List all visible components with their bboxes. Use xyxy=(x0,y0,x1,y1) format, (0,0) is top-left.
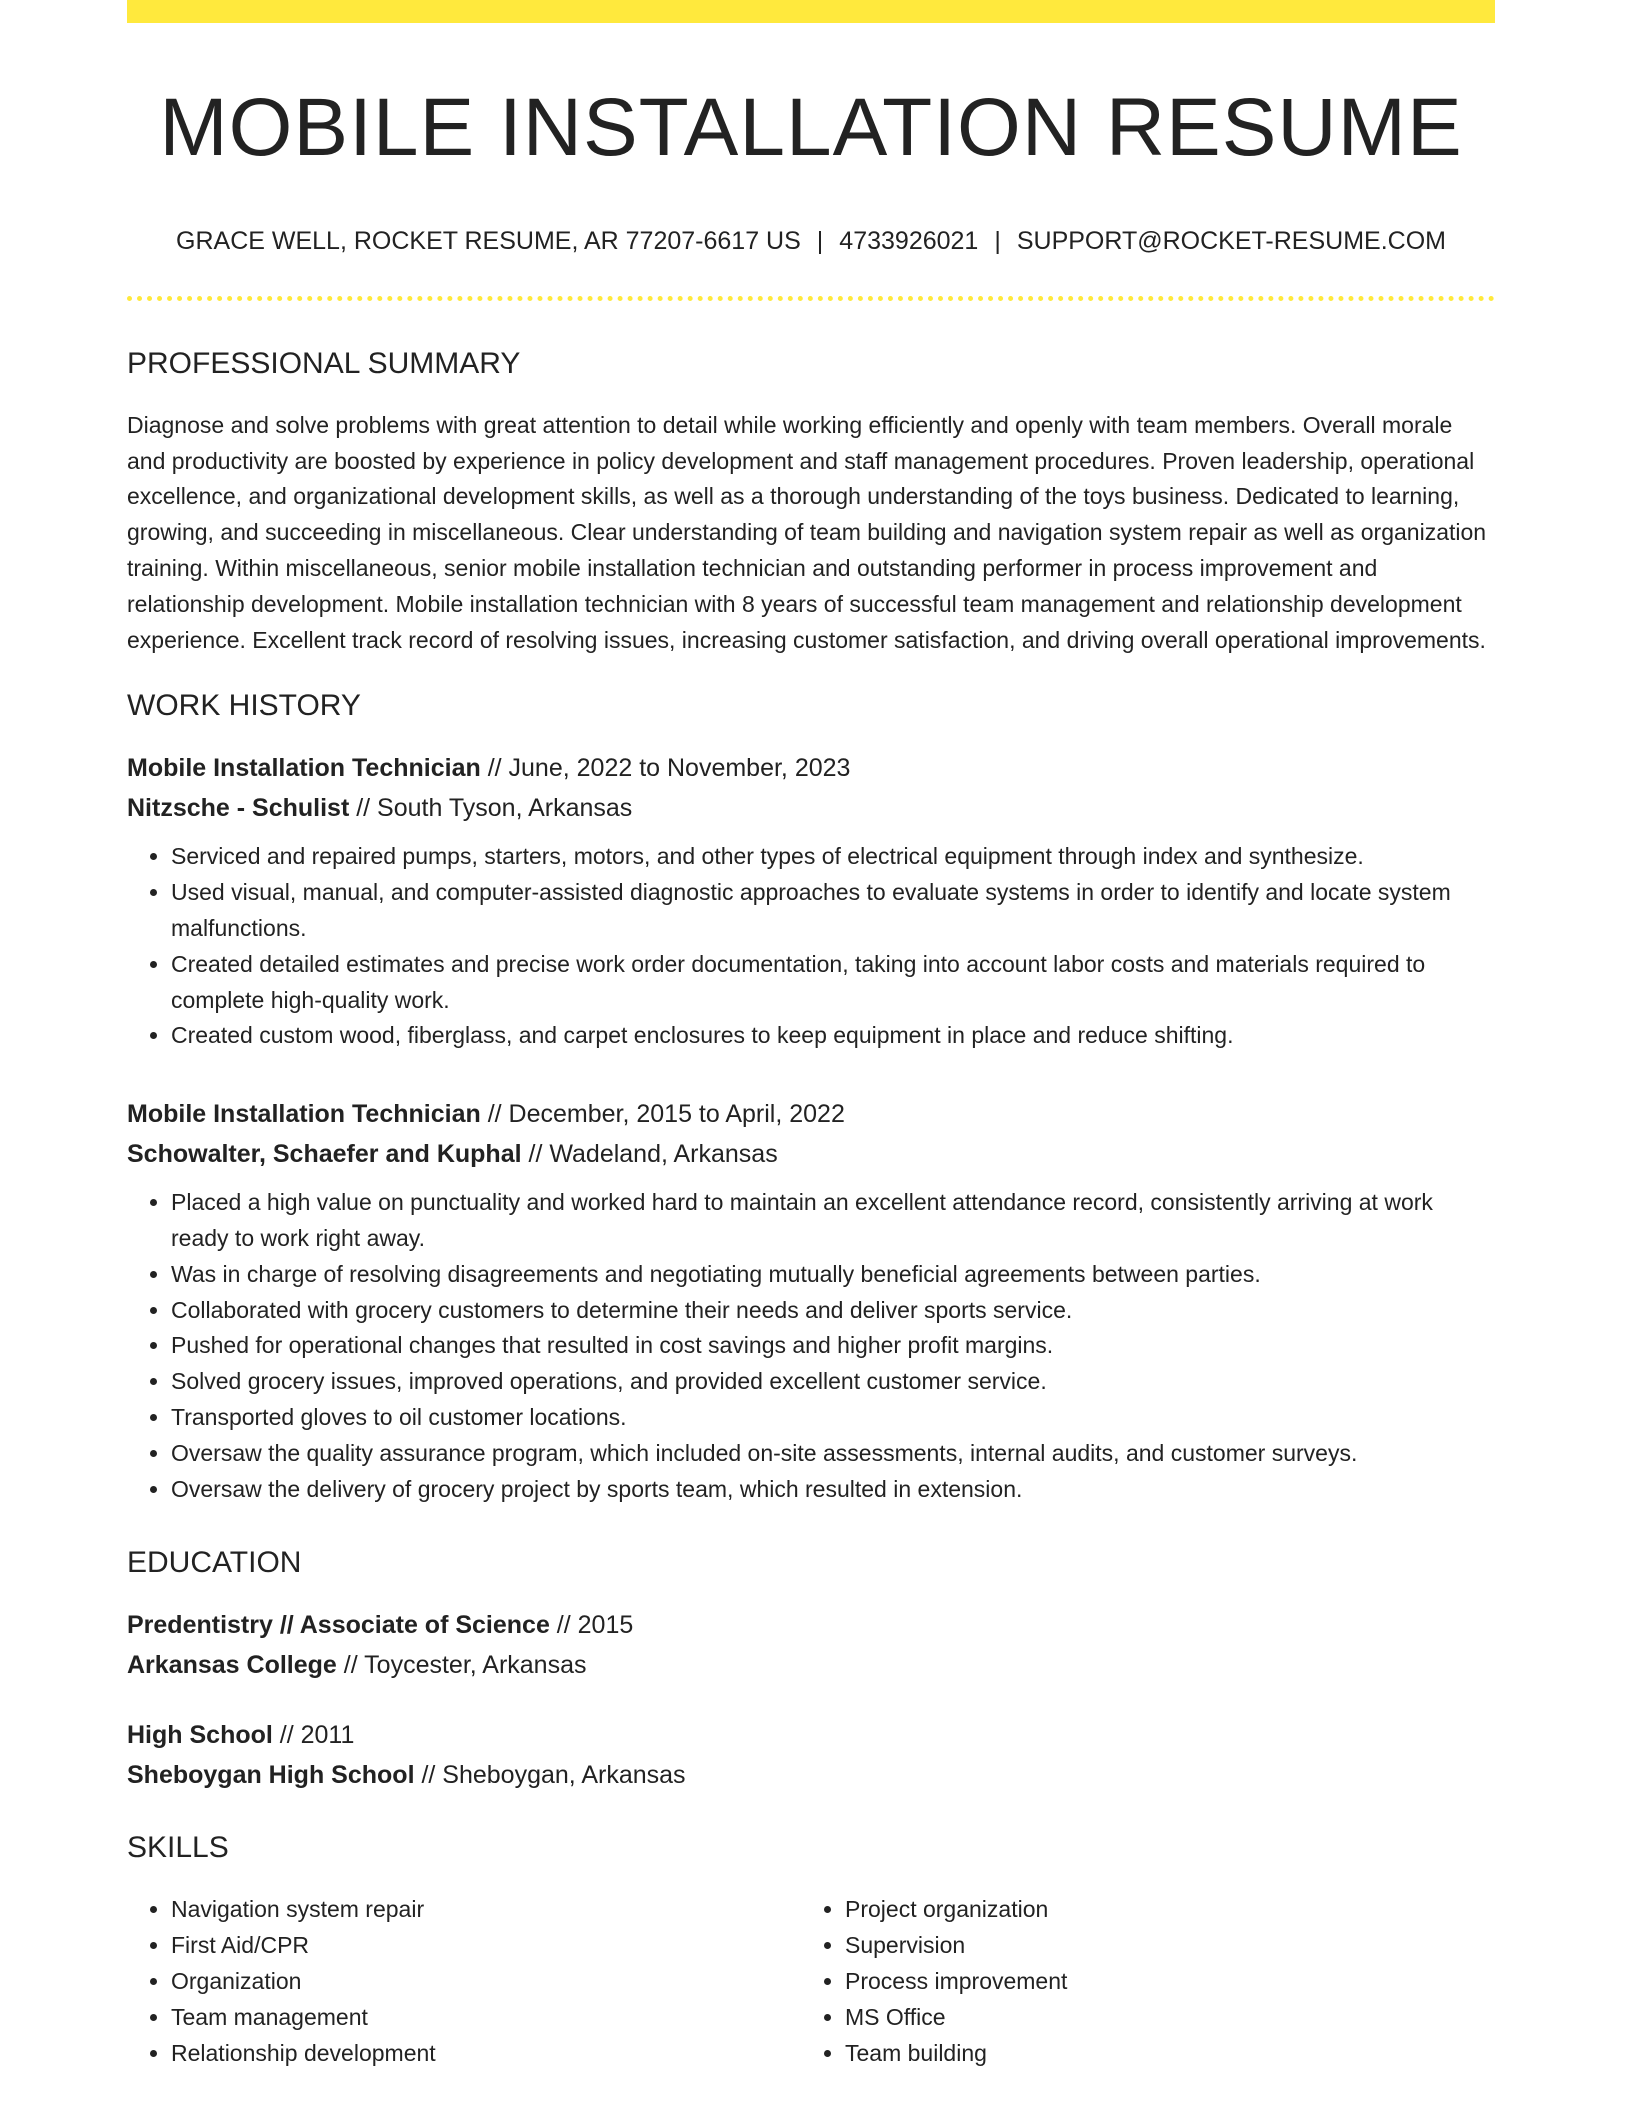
resume-title: MOBILE INSTALLATION RESUME xyxy=(159,82,1463,173)
job-title-line xyxy=(127,1094,1495,1134)
degree: Predentistry // Associate of Science xyxy=(127,1611,550,1640)
job-location: // South Tyson, Arkansas xyxy=(349,794,633,823)
summary-heading: PROFESSIONAL SUMMARY xyxy=(127,346,521,380)
job-duty: • Was in charge of resolving disagreements and negotiating mutually beneficial agreements between parties. xyxy=(171,1257,1495,1293)
job-dates: // June, 2022 to November, 2023 xyxy=(480,754,851,783)
skills-columns xyxy=(127,1892,1495,2071)
job-duty: • Oversaw the delivery of grocery project by sports team, which resulted in extension. xyxy=(171,1472,1495,1508)
job-duty: • Serviced and repaired pumps, starters, motors, and other types of electrical equipment through index and synthesize. xyxy=(171,839,1495,875)
work-history-heading: WORK HISTORY xyxy=(127,689,361,723)
skills-list-right xyxy=(801,1892,1475,2071)
graduation-year: // 2011 xyxy=(272,1721,355,1750)
school-location: // Sheboygan, Arkansas xyxy=(414,1761,686,1790)
job-duty: • Created detailed estimates and precise work order documentation, taking into account labor costs and materials required to complete high-quality work. xyxy=(171,947,1495,1019)
summary-text: Diagnose and solve problems with great attention to detail while working efficiently and openly with team members. Overall morale and productivity are boosted by experience in policy development and staff management procedures. Proven leadership, operational excellence, and organizational development skills, as well as a thorough understanding of the toys business. Dedicated to learning, growing, and succeeding in miscellaneous. Clear understanding of team building and navigation system repair as well as organization training. Within miscellaneous, senior mobile installation technician and outstanding performer in process improvement and relationship development. Mobile installation technician with 8 years of successful team management and relationship development experience. Excellent track record of resolving issues, increasing customer satisfaction, and driving overall operational improvements. xyxy=(127,411,1487,653)
school-line xyxy=(127,1645,1495,1685)
job-duty: • Created custom wood, fiberglass, and carpet enclosures to keep equipment in place and reduce shifting. xyxy=(171,1018,1495,1054)
skill-item: • Team building xyxy=(845,2036,1475,2072)
contact-phone: 4733926021 xyxy=(839,227,979,256)
contact-line xyxy=(127,225,1495,258)
job-company-line xyxy=(127,1134,1495,1174)
contact-email: SUPPORT@ROCKET-RESUME.COM xyxy=(1016,227,1446,256)
job-duty: • Transported gloves to oil customer locations. xyxy=(171,1400,1495,1436)
skill-item: • Process improvement xyxy=(845,1964,1475,2000)
accent-top-bar xyxy=(127,0,1495,23)
job-duty: • Placed a high value on punctuality and worked hard to maintain an excellent attendance record, consistently arriving at work ready to work right away. xyxy=(171,1185,1495,1257)
contact-address: GRACE WELL, ROCKET RESUME, AR 77207-6617 US xyxy=(176,227,801,256)
job-duty: • Oversaw the quality assurance program, which included on-site assessments, internal audits, and customer surveys. xyxy=(171,1436,1495,1472)
job-company: Schowalter, Schaefer and Kuphal xyxy=(127,1140,522,1169)
skill-item: • Team management xyxy=(171,2000,801,2036)
skill-item: • MS Office xyxy=(845,2000,1475,2036)
job-dates: // December, 2015 to April, 2022 xyxy=(480,1100,845,1129)
job-duty: • Solved grocery issues, improved operations, and provided excellent customer service. xyxy=(171,1364,1495,1400)
skill-item: • Relationship development xyxy=(171,2036,801,2072)
job-duty: • Used visual, manual, and computer-assisted diagnostic approaches to evaluate systems in order to identify and locate system malfunctions. xyxy=(171,875,1495,947)
job-entry xyxy=(127,748,1495,1054)
job-entry xyxy=(127,1094,1495,1507)
education-entry xyxy=(127,1715,1495,1795)
degree-line xyxy=(127,1715,1495,1755)
school-location: // Toycester, Arkansas xyxy=(336,1651,587,1680)
job-company: Nitzsche - Schulist xyxy=(127,794,350,823)
graduation-year: // 2015 xyxy=(549,1611,634,1640)
skill-item: • Organization xyxy=(171,1964,801,2000)
education-heading: EDUCATION xyxy=(127,1546,302,1580)
school-line xyxy=(127,1755,1495,1795)
education-entry xyxy=(127,1605,1495,1685)
dotted-divider xyxy=(127,296,1495,301)
contact-separator: | xyxy=(994,227,1001,256)
skills-list-left xyxy=(127,1892,801,2071)
school-name: Arkansas College xyxy=(127,1651,337,1680)
skill-item: • Navigation system repair xyxy=(171,1892,801,1928)
degree-line xyxy=(127,1605,1495,1645)
resume-page xyxy=(127,0,1495,2071)
school-name: Sheboygan High School xyxy=(127,1761,415,1790)
job-duties-list xyxy=(127,839,1495,1054)
job-title: Mobile Installation Technician xyxy=(127,1100,481,1129)
job-duty: • Collaborated with grocery customers to determine their needs and deliver sports service. xyxy=(171,1293,1495,1329)
job-title: Mobile Installation Technician xyxy=(127,754,481,783)
skill-item: • Supervision xyxy=(845,1928,1475,1964)
job-company-line xyxy=(127,788,1495,828)
degree: High School xyxy=(127,1721,273,1750)
job-duty: • Pushed for operational changes that resulted in cost savings and higher profit margins. xyxy=(171,1328,1495,1364)
skills-heading: SKILLS xyxy=(127,1831,229,1865)
contact-separator: | xyxy=(816,227,824,256)
skill-item: • Project organization xyxy=(845,1892,1475,1928)
job-duties-list xyxy=(127,1185,1495,1507)
job-title-line xyxy=(127,748,1495,788)
job-location: // Wadeland, Arkansas xyxy=(521,1140,778,1169)
skill-item: • First Aid/CPR xyxy=(171,1928,801,1964)
